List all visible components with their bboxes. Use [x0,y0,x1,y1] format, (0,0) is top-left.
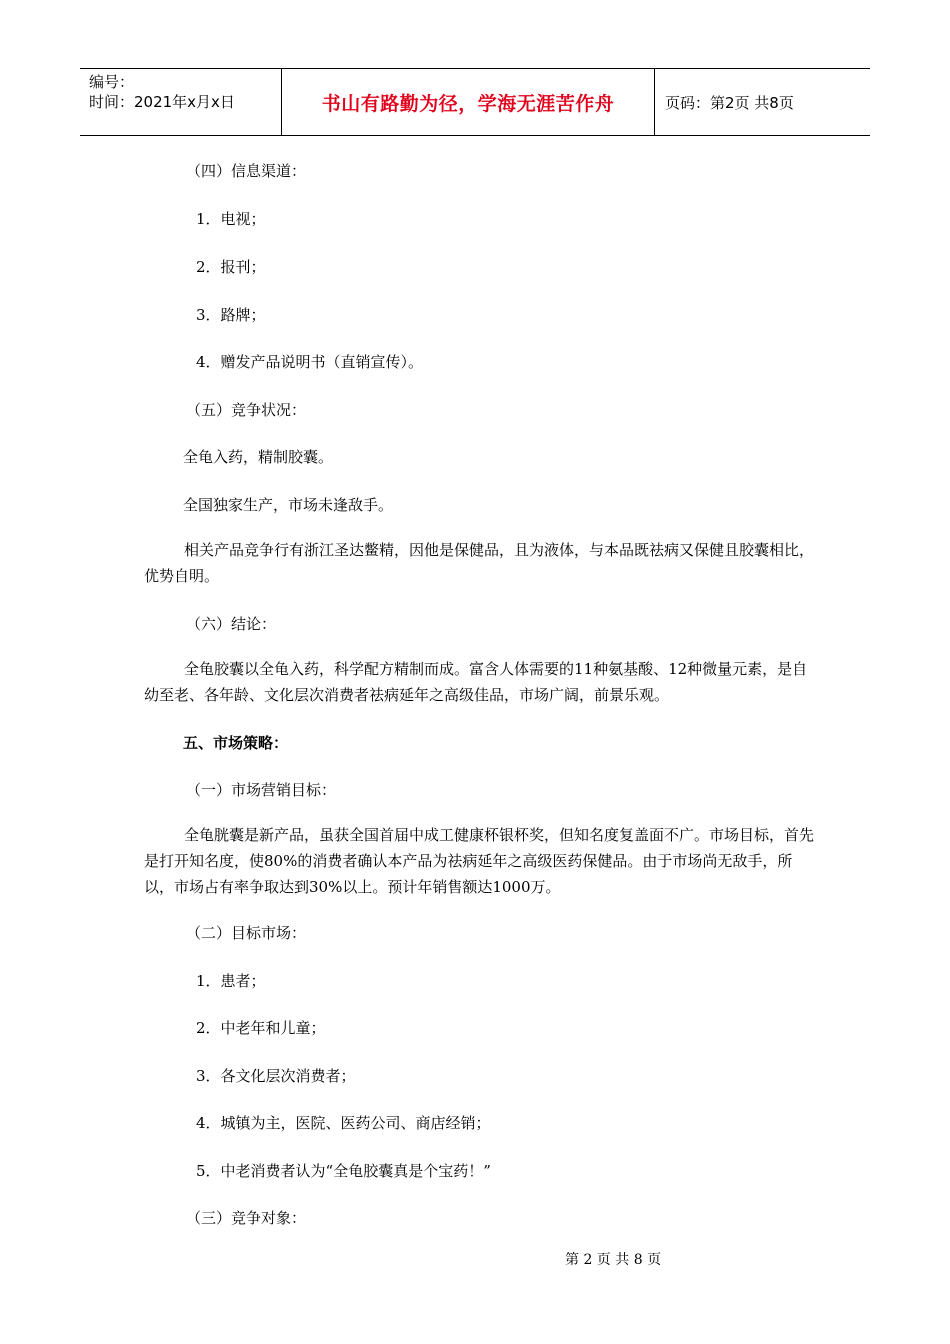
header-meta [80,69,282,135]
page-footer: 第 2 页 共 8 页 [565,1252,662,1268]
list-item: 2．报刊； [196,258,266,276]
paragraph: 全龟入药，精制胶囊。 [183,448,334,466]
section-title-marketing-goal: （一）市场营销目标： [186,781,337,799]
paragraph: 全龟胶囊以全龟入药，科学配方精制而成。富含人体需要的11种氨基酸、12种微量元素，是自幼至老、各年龄、文化层次消费者祛病延年之高级佳品，市场广阔，前景乐观。 [144,660,808,704]
part-title-market-strategy: 五、市场策略： [183,734,289,752]
list-item: 3．各文化层次消费者； [196,1067,356,1085]
paragraph: 相关产品竞争行有浙江圣达鳖精，因他是保健品，且为液体，与本品既祛病又保健且胶囊相比，优势自明。 [144,541,815,585]
list-item: 2．中老年和儿童； [196,1019,326,1037]
list-item: 5．中老消费者认为“全龟胶囊真是个宝药！” [196,1162,491,1180]
section-title-target-market: （二）目标市场： [186,924,307,942]
document-number-label: 编号： [89,73,135,91]
page-header [80,68,870,136]
section-title-conclusion: （六）结论： [186,615,277,633]
section-title-competition: （五）竞争状况： [186,401,307,419]
section-title-competitors: （三）竞争对象： [186,1209,307,1227]
header-motto: 书山有路勤为径，学海无涯苦作舟 [282,69,655,135]
list-item: 4．赠发产品说明书（直销宣传）。 [196,353,424,371]
list-item: 3．路牌； [196,306,266,324]
list-item: 4．城镇为主，医院、医药公司、商店经销； [196,1114,491,1132]
section-title-info-channels: （四）信息渠道： [186,162,307,180]
paragraph: 全龟胱囊是新产品，虽获全国首届中成工健康杯银杯奖，但知名度复盖面不广。市场目标，首先是打开知名度，使80%的消费者确认本产品为祛病延年之高级医药保健品。由于市场尚无敌手，所以，市场占有率争取达到30%以上。预计年销售额达1000万。 [144,826,815,896]
list-item: 1．患者； [196,972,266,990]
paragraph: 全国独家生产，市场未逢敌手。 [183,496,394,514]
list-item: 1．电视； [196,210,266,228]
header-page-info: 页码：第2页 共8页 [665,93,794,112]
document-time-label: 时间：2021年x月x日 [89,93,235,111]
